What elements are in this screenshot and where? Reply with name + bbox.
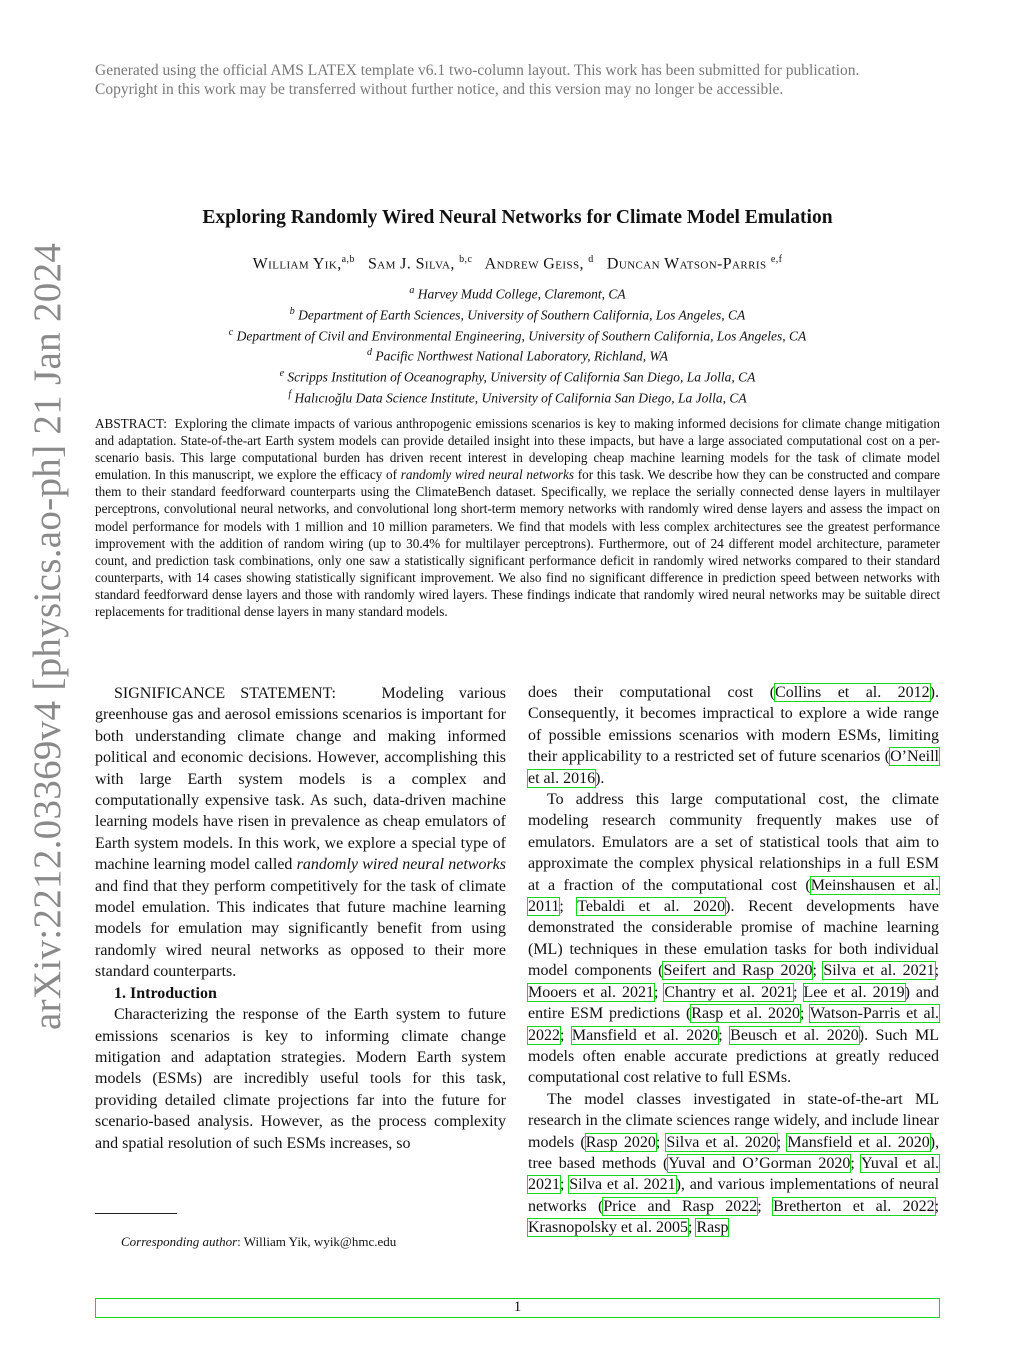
footnote-label: Corresponding author (121, 1234, 238, 1249)
body-paragraph: does their computational cost (Collins et al. 2012). Consequently, it becomes impractical to explore a wide range of possible emissions scenarios with modern ESMs, limiting their applicability to a restricted set of future scenarios (O’Neill et al. 2016). (528, 684, 939, 787)
significance-text: and find that they perform competitively for the task of climate model emulation. This indicates that future machine learning models for emulation may significantly benefit from using randomly wired neural networks as opposed to their more standard counterparts. (95, 877, 506, 981)
affiliation-item (95, 365, 940, 386)
footnote-text: : William Yik, wyik@hmc.edu (237, 1234, 397, 1249)
right-column (528, 682, 939, 1239)
left-column (95, 683, 506, 1154)
affiliation-text: Scripps Institution of Oceanography, University of California San Diego, La Jolla, CA (287, 369, 756, 385)
author-name: Sam J. Silva, (367, 255, 455, 273)
affiliation-text: Pacific Northwest National Laboratory, Richland, WA (375, 348, 669, 364)
citation-link[interactable]: Yuval et al. 2021 (528, 1154, 940, 1194)
citation-link[interactable]: Meinshausen et al. 2011 (528, 876, 940, 916)
significance-label: SIGNIFICANCE STATEMENT: (114, 685, 336, 702)
affiliation-item (95, 386, 940, 407)
author-name: William Yik, (252, 255, 342, 273)
citation-link[interactable]: Rasp 2020 (585, 1133, 656, 1151)
intro-paragraph: Characterizing the response of the Earth system to future emissions scenarios is key to informing climate change mitigation and adaptation strategies. Modern Earth system models (ESMs) are incredibly useful tools for this task, providing detailed climate projections far into the future for scenario-based analysis. However, as the process complexity and spatial resolution of such ESMs increases, so (95, 1006, 506, 1152)
footnote-rule (95, 1213, 177, 1214)
affiliation-mark: f (288, 388, 292, 400)
footnote (95, 1234, 506, 1250)
body-paragraph: The model classes investigated in state-of-the-art ML research in the climate sciences range widely, and include linear models (Rasp 2020; Silva et al. 2020; Mansfield et al. 2020), tree based methods (Yuval and O’Gorman 2020; Yuval et al. 2021; Silva et al. 2021), and various implementations of neural networks (Price and Rasp 2022; Bretherton et al. 2022; Krasnopolsky et al. 2005; Rasp (528, 1090, 940, 1237)
author-affil-mark: d (588, 254, 594, 265)
citation-link[interactable]: Collins et al. 2012 (775, 684, 930, 701)
author-name: Duncan Watson-Parris (606, 255, 767, 273)
abstract-label: ABSTRACT: (95, 416, 167, 431)
affiliation-item (95, 282, 940, 303)
citation-link[interactable]: Seifert and Rasp 2020 (663, 962, 813, 980)
citation-link[interactable]: Silva et al. 2020 (666, 1133, 777, 1151)
header-notice: Generated using the official AMS LATEX template v6.1 two-column layout. This work has been submitted for publication. Copyright in this work may be transferred without further notice, and this version may no longer be accessible. (95, 62, 860, 98)
citation-link[interactable]: Price and Rasp 2022 (603, 1197, 758, 1215)
author-name: Andrew Geiss, (484, 255, 584, 273)
affiliation-item (95, 344, 940, 365)
abstract-emphasis: randomly wired neural networks (400, 467, 575, 483)
affiliation-text: Department of Civil and Environmental Engineering, University of Southern California, Los Angeles, CA (236, 328, 807, 344)
author-affil-mark: b,c (459, 254, 473, 265)
affiliation-mark: e (279, 368, 285, 380)
significance-statement (95, 683, 506, 983)
citation-link[interactable]: Silva et al. 2021 (823, 962, 935, 980)
affiliation-mark: a (409, 285, 415, 296)
affiliation-mark: c (228, 326, 234, 338)
abstract-text: Exploring the climate impacts of various anthropogenic emissions scenarios is key to making informed decisions for climate change mitigation and adaptation. State-of-the-art Earth system models can provide detailed insight into these impacts, but have a large associated computational cost on a per-scenario basis. This large computational burden has driven recent interest in developing cheap machine learning models for the task of climate model emulation. In this manuscript, we explore the efficacy of (95, 416, 940, 483)
affiliation-mark: d (366, 347, 372, 359)
citation-link[interactable]: Chantry et al. 2021 (664, 983, 794, 1001)
affiliation-text: Harvey Mudd College, Claremont, CA (417, 286, 626, 302)
affiliation-text: Department of Earth Sciences, University of Southern California, Los Angeles, CA (298, 307, 746, 323)
citation-link[interactable]: Lee et al. 2019 (803, 983, 905, 1001)
abstract-text: for this task. We describe how they can be constructed and compare them to their standard feedforward counterparts using the ClimateBench dataset. Specifically, we replace the serially connected dense layers in multilayer perceptrons, convolutional neural networks, and convolutional long short-term memory networks with randomly wired dense layers and assess the impact on model performance for models with 1 million and 10 million parameters. We find that models with less complex architectures see the greatest performance improvement with the addition of random wiring (up to 30.4% for multilayer perceptrons). Furthermore, out of 24 different model architecture, parameter count, and prediction task combinations, only one saw a statistically significant performance deficit in randomly wired networks compared to their standard counterparts, with 14 cases showing statistically significant improvement. We also find no significant difference in prediction speed between networks with standard feedforward dense layers and those with randomly wired layers. These findings indicate that randomly wired neural networks may be suitable direct replacements for traditional dense layers in many standard models. (95, 467, 941, 620)
abstract (95, 415, 940, 620)
arxiv-identifier[interactable]: arXiv:2212.03369v4 [physics.ao-ph] 21 Jan 2024 (26, 242, 69, 1030)
affiliation-item (95, 303, 940, 324)
citation-link[interactable]: Yuval and O’Gorman 2020 (668, 1154, 851, 1172)
section-heading-introduction: 1. Introduction (114, 984, 217, 1002)
citation-link[interactable]: Silva et al. 2021 (569, 1176, 676, 1194)
citation-link[interactable]: Mansfield et al. 2020 (787, 1133, 930, 1151)
affiliation-text: Halıcıoğlu Data Science Institute, University of California San Diego, La Jolla, CA (294, 390, 747, 406)
citation-link[interactable]: Bretherton et al. 2022 (773, 1197, 935, 1215)
affiliation-list (95, 282, 940, 407)
page-number: 1 (513, 1299, 522, 1315)
citation-link[interactable]: Krasnopolsky et al. 2005 (528, 1219, 688, 1237)
citation-link[interactable]: Watson-Parris et al. 2022 (528, 1005, 940, 1044)
author-affil-mark: e,f (770, 254, 783, 265)
body-paragraph: To address this large computational cost, the climate modeling research community frequently makes use of emulators. Emulators are a set of statistical tools that aim to approximate the complex physical relationships in a full ESM at a fraction of the computational cost (Meinshausen et al. 2011; Tebaldi et al. 2020). Recent developments have demonstrated the considerable promise of machine learning (ML) techniques in these emulation tasks for both individual model components (Seifert and Rasp 2020; Silva et al. 2021; Mooers et al. 2021; Chantry et al. 2021; Lee et al. 2019) and entire ESM predictions (Rasp et al. 2020; Watson-Parris et al. 2022; Mansfield et al. 2020; Beusch et al. 2020). Such ML models often enable accurate predictions at greatly reduced computational cost relative to full ESMs. (528, 791, 940, 1087)
citation-link[interactable]: Rasp et al. 2020 (691, 1005, 800, 1023)
citation-link[interactable]: Rasp (696, 1219, 729, 1237)
affiliation-mark: b (289, 305, 295, 317)
page-number-link[interactable] (95, 1298, 940, 1318)
significance-text: Modeling various greenhouse gas and aerosol emissions scenarios is important for both understanding climate change and making informed political and economic decisions. However, accomplishing this with large Earth system models is a complex and computationally expensive task. As such, data-driven machine learning models have risen in prevalence as cheap emulators of Earth system models. In this work, we explore a special type of machine learning model called (95, 685, 506, 874)
author-list (95, 254, 940, 273)
paper-title: Exploring Randomly Wired Neural Networks for Climate Model Emulation (202, 207, 833, 228)
citation-link[interactable]: Mansfield et al. 2020 (571, 1026, 719, 1044)
citation-link[interactable]: Beusch et al. 2020 (730, 1026, 859, 1044)
significance-emphasis: randomly wired neural networks (296, 856, 507, 874)
citation-link[interactable]: O’Neill et al. 2016 (528, 748, 939, 787)
citation-link[interactable]: Mooers et al. 2021 (528, 983, 654, 1001)
affiliation-item (95, 324, 940, 345)
citation-link[interactable]: Tebaldi et al. 2020 (577, 898, 726, 916)
author-affil-mark: a,b (341, 254, 355, 265)
